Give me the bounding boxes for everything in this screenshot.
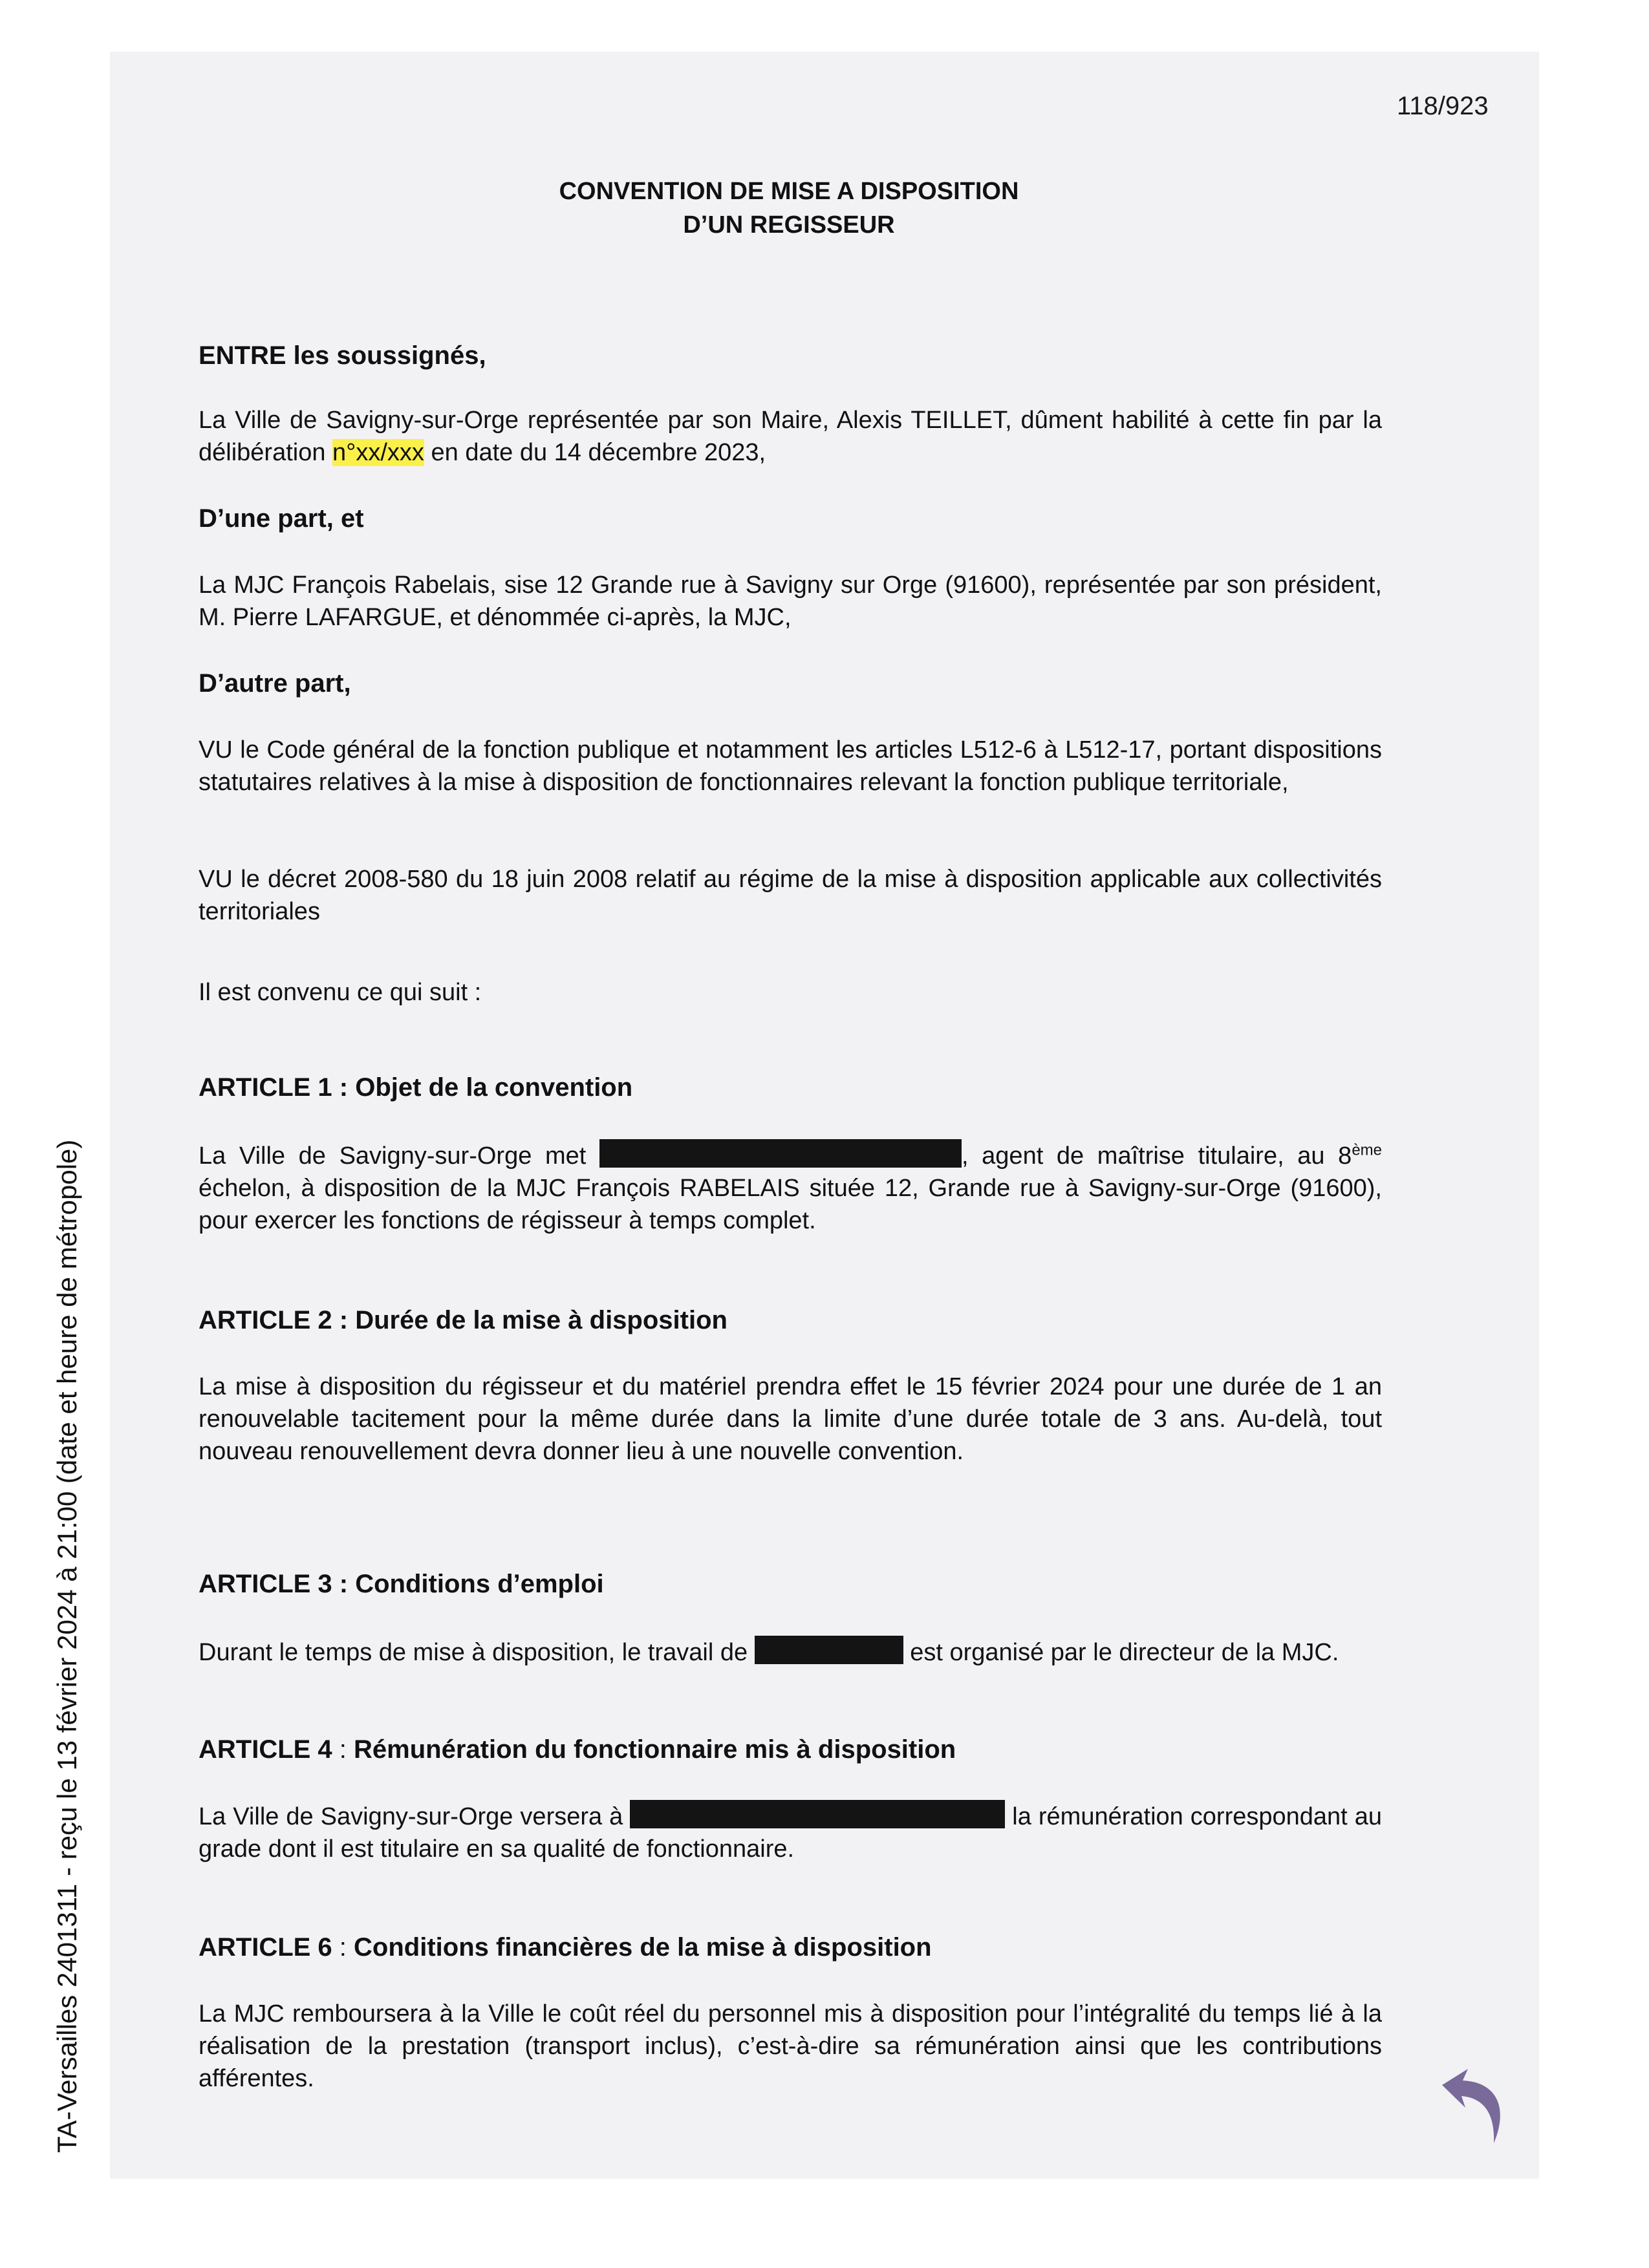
receipt-stamp: TA-Versailles 2401311 - reçu le 13 février 2024 à 21:00 (date et heure de métropole) — [52, 1139, 82, 2153]
article-3-text-a: Durant le temps de mise à disposition, le travail de — [199, 1639, 755, 1666]
between-label: ENTRE les soussignés, — [199, 341, 486, 370]
article-4-title: Rémunération du fonctionnaire mis à disposition — [354, 1735, 956, 1764]
article-3-heading: ARTICLE 3 : Conditions d’emploi — [199, 1570, 604, 1598]
article-4-heading — [199, 1735, 956, 1764]
document-title — [453, 175, 1125, 242]
title-line-1: CONVENTION DE MISE A DISPOSITION — [559, 178, 1019, 205]
article-2-heading: ARTICLE 2 : Durée de la mise à disposition — [199, 1306, 727, 1334]
redacted-name — [630, 1800, 1005, 1828]
deliberation-number-highlight: n°xx/xxx — [332, 439, 424, 466]
page-number: 118/923 — [1397, 92, 1489, 120]
vu-code-paragraph: VU le Code général de la fonction publique et notamment les articles L512-6 à L512-17, portant dispositions statutaires relatives à la mise à disposition de fonctionnaires relevant la fonction publique territoriale, — [199, 736, 1382, 796]
article-4-separator: : — [332, 1735, 354, 1764]
article-1-paragraph — [199, 1139, 1382, 1237]
article-1-text-c: échelon, à disposition de la MJC François RABELAIS située 12, Grande rue à Savigny-sur-Orge (91600), pour exercer les fonctions de régisseur à temps complet. — [199, 1175, 1382, 1234]
article-6-heading — [199, 1933, 932, 1962]
article-1-heading: ARTICLE 1 : Objet de la convention — [199, 1073, 633, 1102]
ordinal-suffix: ème — [1352, 1141, 1382, 1159]
article-1-text-a: La Ville de Savigny-sur-Orge met — [199, 1142, 599, 1170]
article-6-title: Conditions financières de la mise à disposition — [354, 1933, 932, 1962]
party-2-paragraph: La MJC François Rabelais, sise 12 Grande rue à Savigny sur Orge (91600), représentée par son président, M. Pierre LAFARGUE, et dénommée ci-après, la MJC, — [199, 572, 1382, 631]
article-4-label: ARTICLE 4 — [199, 1735, 332, 1764]
redacted-name — [599, 1139, 962, 1168]
article-6-separator: : — [332, 1933, 354, 1962]
one-part-label: D’une part, et — [199, 504, 364, 533]
article-4-text-b: la rémunération correspondant au grade dont il est titulaire en sa qualité de fonctionnaire. — [199, 1803, 1382, 1863]
curved-arrow-icon — [1423, 2056, 1520, 2156]
redacted-name — [755, 1636, 903, 1664]
party-1-paragraph — [199, 404, 1382, 469]
other-part-label: D’autre part, — [199, 669, 351, 698]
agreement-intro: Il est convenu ce qui suit : — [199, 979, 482, 1006]
article-3-paragraph — [199, 1636, 1382, 1669]
article-2-paragraph: La mise à disposition du régisseur et du matériel prendra effet le 15 février 2024 pour une durée de 1 an renouvelable tacitement pour la même durée dans la limite d’une durée totale de 3 ans. Au-delà, tout nouveau renouvellement devra donner lieu à une nouvelle convention. — [199, 1373, 1382, 1465]
article-6-paragraph: La MJC remboursera à la Ville le coût réel du personnel mis à disposition pour l’intégralité du temps lié à la réalisation de la prestation (transport inclus), c’est-à-dire sa rémunération ainsi que les contributions afférentes. — [199, 2000, 1382, 2092]
article-6-label: ARTICLE 6 — [199, 1933, 332, 1962]
article-3-text-b: est organisé par le directeur de la MJC. — [903, 1639, 1339, 1666]
article-4-text-a: La Ville de Savigny-sur-Orge versera à — [199, 1803, 630, 1830]
title-line-2: D’UN REGISSEUR — [683, 211, 895, 239]
vu-decree-paragraph: VU le décret 2008-580 du 18 juin 2008 relatif au régime de la mise à disposition applicable aux collectivités territoriales — [199, 866, 1382, 925]
party-1-text-b: en date du 14 décembre 2023, — [424, 439, 766, 466]
article-1-text-b: , agent de maîtrise titulaire, au 8 — [961, 1142, 1352, 1170]
article-4-paragraph — [199, 1800, 1382, 1865]
party-1-text-a: La Ville de Savigny-sur-Orge représentée par son Maire, Alexis TEILLET, dûment habilité à cette fin par la délibération — [199, 407, 1382, 466]
